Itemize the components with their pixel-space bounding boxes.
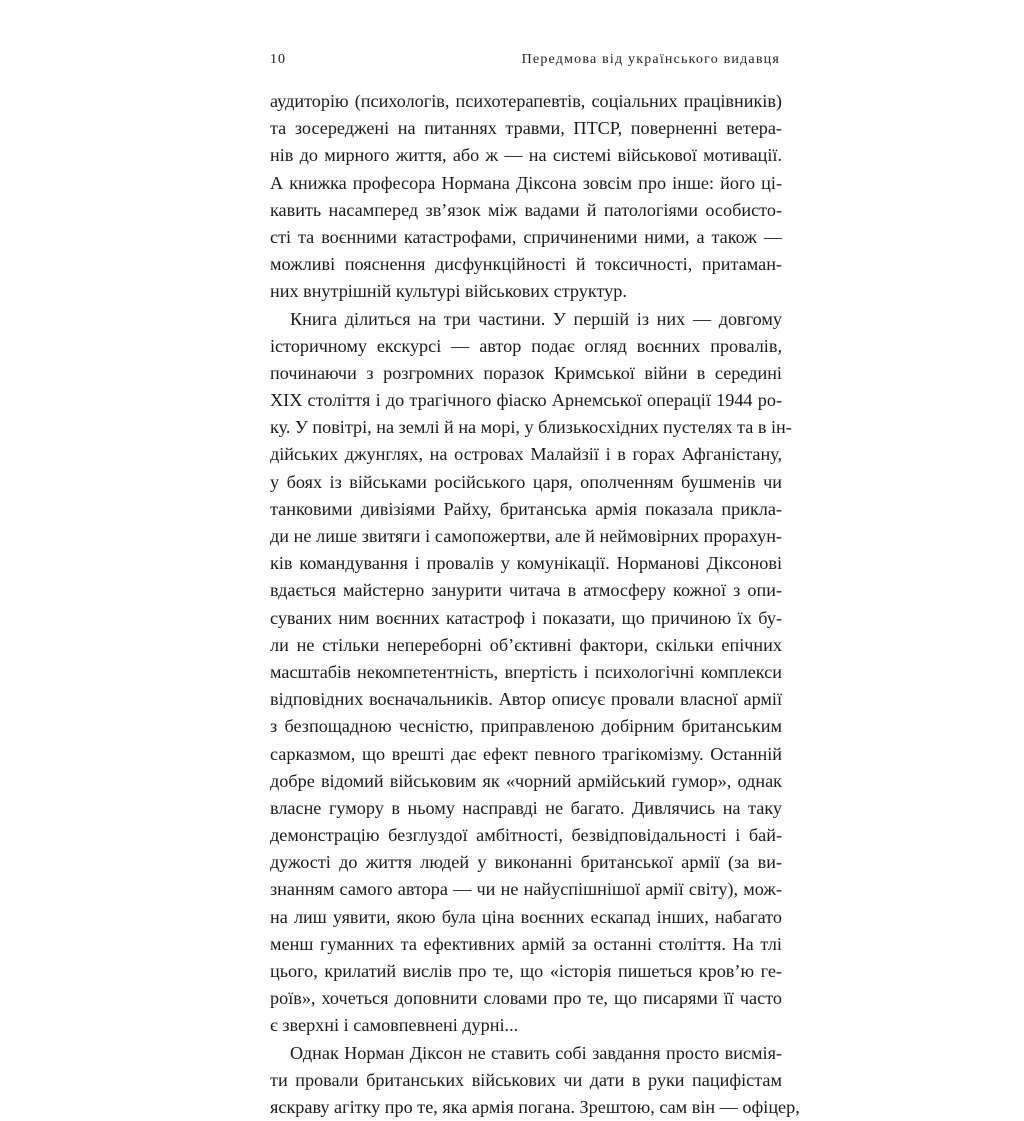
text-line: на лиш уявити, якою була ціна воєнних ескапад інших, набагато <box>270 906 782 927</box>
text-line: ди не лише звитяги і самопожертви, але й неймовірних прорахун- <box>270 526 782 546</box>
text-line: масштабів некомпетентність, впертість і психологічні комплекси <box>270 661 782 682</box>
text-line: нів до мирного життя, або ж — на системі військової мотивації. <box>270 145 782 166</box>
running-head: Передмова від українського видавця <box>521 52 780 67</box>
text-line: дійських джунглях, на островах Малайзії і в горах Афганістану, <box>270 444 782 465</box>
text-line: ку. У повітрі, на землі й на морі, у близькосхідних пустелях та в ін- <box>270 417 792 438</box>
text-line: можливі пояснення дисфункційності й токсичності, притаман- <box>270 254 782 275</box>
page-header <box>270 52 780 74</box>
text-line: танковими дивізіями Райху, британська армія показала прикла- <box>270 498 782 519</box>
text-line: сарказмом, що врешті дає ефект певного трагікомізму. Останній <box>270 743 782 764</box>
text-line: починаючи з розгромних поразок Кримської війни в середині <box>270 362 782 383</box>
text-line: роїв», хочеться доповнити словами про те, що писарями її часто <box>270 988 782 1009</box>
text-line: історичному екскурсі — автор подає огляд воєнних провалів, <box>270 335 782 356</box>
text-line: ків командування і провалів у комунікації. Норманові Діксонові <box>270 553 782 574</box>
text-line: XIX століття і до трагічного фіаско Арнемської операції 1944 ро- <box>270 390 782 411</box>
text-line: власне гумору в ньому насправді не багато. Дивлячись на таку <box>270 797 782 818</box>
text-line: яскраву агітку про те, яка армія погана. Зрештою, сам він — офіцер, <box>270 1096 800 1117</box>
text-line: ти провали британських військових чи дати в руки пацифістам <box>270 1069 782 1090</box>
text-line: А книжка професора Нормана Діксона зовсім про інше: його ці- <box>270 172 782 193</box>
paragraph-first-line: Однак Норман Діксон не ставить собі завдання просто висмія- <box>290 1042 782 1063</box>
text-line: суваних ним воєнних катастроф і показати, що причиною їх бу- <box>270 607 782 628</box>
text-line: добре відомий військовим як «чорний армійський гумор», однак <box>270 770 782 791</box>
text-line: та зосереджені на питаннях травми, ПТСР, поверненні ветера- <box>270 118 782 139</box>
text-line: аудиторію (психологів, психотерапевтів, соціальних працівників) <box>270 91 782 111</box>
text-line: є зверхні і самовпевнені дурні... <box>270 1015 519 1036</box>
text-line: знанням самого автора — чи не найуспішнішої армії світу), мож- <box>270 879 782 900</box>
body-text <box>270 88 800 1121</box>
text-line: вдається майстерно занурити читача в атмосферу кожної з опи- <box>270 580 782 601</box>
text-line: них внутрішній культурі військових структур. <box>270 281 627 302</box>
page-number: 10 <box>270 52 286 67</box>
text-line: ли не стільки непереборні об’єктивні фактори, скільки епічних <box>270 634 782 655</box>
text-line: сті та воєнними катастрофами, спричиненими ними, а також — <box>270 226 782 247</box>
text-line: цього, крилатий вислів про те, що «історія пишеться кров’ю ге- <box>270 961 782 981</box>
text-line: менш гуманних та ефективних армій за останні століття. На тлі <box>270 933 782 954</box>
text-line: кавить насамперед зв’язок між вадами й патологіями особисто- <box>270 199 782 220</box>
text-line: демонстрацію безглуздої амбітності, безвідповідальності і бай- <box>270 825 782 846</box>
text-line: з безпощадною чесністю, приправленою добірним британським <box>270 716 782 737</box>
text-line: дужості до життя людей у виконанні британської армії (за ви- <box>270 852 782 873</box>
text-line: відповідних воєначальників. Автор описує провали власної армії <box>270 689 782 710</box>
text-line: у боях із військами російського царя, ополченням бушменів чи <box>270 471 782 492</box>
paragraph-first-line: Книга ділиться на три частини. У першій із них — довгому <box>290 308 782 329</box>
